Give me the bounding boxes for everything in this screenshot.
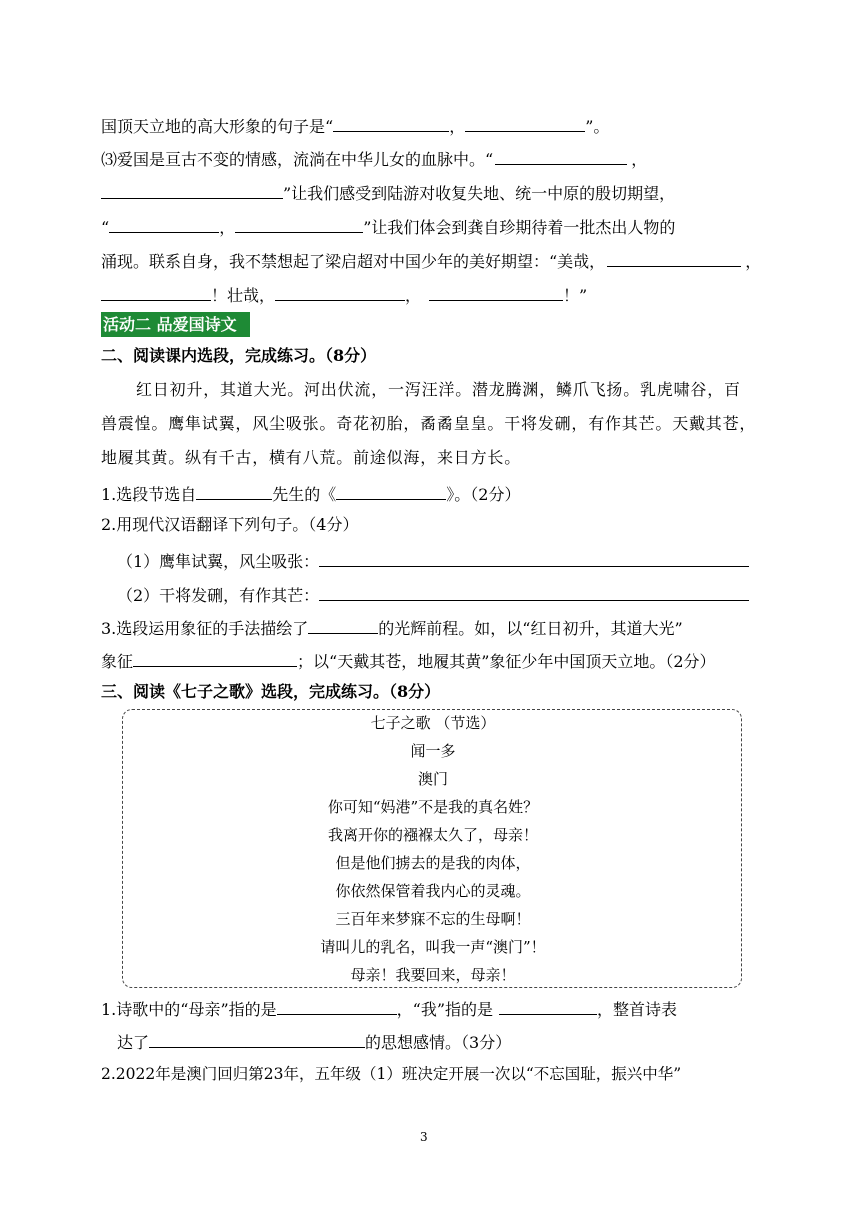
s2-q2: 2.用现代汉语翻译下列句子。（4分）: [101, 515, 359, 534]
blank[interactable]: [495, 146, 627, 165]
text: 先生的《: [272, 485, 337, 504]
text: “: [101, 218, 110, 237]
text: ，整首诗表: [597, 1000, 678, 1019]
poem-line: 母亲！我要回来，母亲！: [350, 966, 516, 984]
s2-q1: [101, 481, 520, 506]
blank[interactable]: [308, 615, 378, 634]
poem-line: 我离开你的襁褓太久了，母亲！: [327, 826, 538, 844]
section3-heading: 三、阅读《七子之歌》选段，完成练习。（8分）: [101, 682, 441, 701]
text: 达了: [117, 1033, 150, 1052]
poem-line: 你依然保管着我内心的灵魂。: [335, 882, 531, 900]
q1-line5: [101, 248, 761, 273]
blank[interactable]: [465, 113, 585, 132]
blank[interactable]: [275, 282, 405, 301]
text: ，: [631, 150, 648, 169]
text: 》。（2分）: [446, 485, 521, 504]
poem-author: 闻一多: [410, 742, 456, 760]
text: （1）鹰隼试翼，风尘吸张：: [117, 552, 320, 571]
poem-line: 你可知“妈港”不是我的真名姓？: [327, 798, 539, 816]
poem-line: 但是他们掳去的是我的肉体，: [335, 854, 531, 872]
text: 象征: [101, 652, 134, 671]
text: 的光辉前程。如，以“红日初升，其道大光”: [378, 619, 683, 638]
text: ！壮哉，: [211, 286, 276, 305]
passage-line-2: 兽震惶。鹰隼试翼，风尘吸张。奇花初胎，矞矞皇皇。干将发硎，有作其芒。天戴其苍，: [101, 414, 757, 433]
poem-subtitle: 澳门: [417, 770, 448, 788]
q1-line2: [101, 146, 647, 171]
text: 涌现。联系自身，我不禁想起了梁启超对中国少年的美好期望：“美哉，: [101, 252, 606, 271]
text: ，“我”指的是: [396, 1000, 494, 1019]
text: ”。: [585, 117, 610, 136]
passage-line-1: 红日初升，其道大光。河出伏流，一泻汪洋。潜龙腾渊，鳞爪飞扬。乳虎啸谷，百: [136, 380, 741, 399]
text: ”让我们体会到龚自珍期待着一批杰出人物的: [363, 218, 676, 237]
text: ⑶爱国是亘古不变的情感，流淌在中华儿女的血脉中。“: [101, 150, 494, 169]
blank[interactable]: [429, 282, 563, 301]
blank[interactable]: [109, 214, 219, 233]
blank[interactable]: [196, 481, 272, 500]
text: 1.诗歌中的“母亲”指的是: [101, 1000, 277, 1019]
text: ”让我们感受到陆游对收复失地、统一中原的殷切期望，: [283, 184, 676, 203]
poem-line: 三百年来梦寐不忘的生母啊！: [335, 910, 531, 928]
blank[interactable]: [319, 582, 749, 601]
blank[interactable]: [149, 1029, 365, 1048]
q1-line4: [101, 214, 675, 239]
s2-q3-line2: [101, 648, 716, 673]
blank[interactable]: [333, 113, 449, 132]
poem-line: 请叫儿的乳名，叫我一声“澳门”！: [320, 938, 546, 956]
s2-q3-line1: [101, 615, 683, 640]
blank[interactable]: [133, 648, 297, 667]
blank[interactable]: [277, 996, 397, 1015]
text: （2）干将发硎，有作其芒：: [117, 586, 320, 605]
blank[interactable]: [607, 248, 741, 267]
text: ，: [219, 218, 236, 237]
blank[interactable]: [235, 214, 363, 233]
q1-line1: [101, 113, 609, 138]
s3-q2: 2.2022年是澳门回归第23年，五年级（1）班决定开展一次以“不忘国耻，振兴中华”: [101, 1065, 682, 1083]
text: ；以“天戴其苍，地履其黄”象征少年中国顶天立地。（2分）: [297, 652, 716, 671]
section2-heading: 二、阅读课内选段，完成练习。（8分）: [101, 346, 377, 365]
q1-line3: [101, 180, 675, 205]
poem-box: [122, 709, 742, 988]
s3-q1-line1: [101, 996, 677, 1021]
blank[interactable]: [101, 282, 211, 301]
text: ，: [405, 286, 422, 305]
poem-title: 七子之歌 （节选）: [370, 714, 496, 732]
text: 国顶天立地的高大形象的句子是“: [101, 117, 334, 136]
text: ，: [449, 117, 466, 136]
blank[interactable]: [101, 180, 283, 199]
blank[interactable]: [336, 481, 446, 500]
text: ！”: [563, 286, 588, 305]
text: 1.选段节选自: [101, 485, 197, 504]
s3-q1-line2: [117, 1029, 511, 1054]
blank[interactable]: [499, 996, 597, 1015]
page-number: 3: [420, 1130, 428, 1144]
s2-q2-2: [117, 582, 749, 607]
blank[interactable]: [319, 548, 749, 567]
text: 的思想感情。（3分）: [365, 1033, 512, 1052]
q1-line6: [101, 282, 587, 307]
text: ，: [745, 252, 762, 271]
activity-tag: 活动二 品爱国诗文: [101, 312, 250, 337]
s2-q2-1: [117, 548, 749, 573]
text: 3.选段运用象征的手法描绘了: [101, 619, 309, 638]
passage-line-3: 地履其黄。纵有千古，横有八荒。前途似海，来日方长。: [101, 448, 522, 467]
